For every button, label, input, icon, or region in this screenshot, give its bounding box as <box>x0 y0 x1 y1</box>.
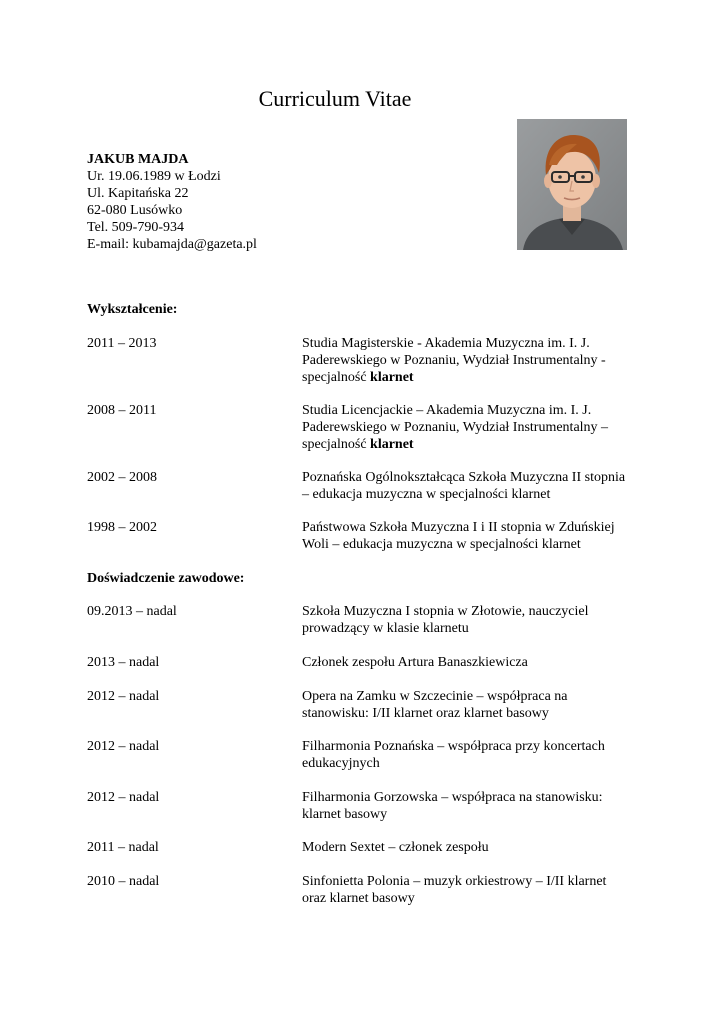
birth-info: Ur. 19.06.1989 w Łodzi <box>87 169 221 184</box>
education-date: 1998 – 2002 <box>87 520 157 535</box>
education-description: Poznańska Ogólnokształcąca Szkoła Muzyczna II stopnia – edukacja muzyczna w specjalności klarnet <box>302 470 626 502</box>
education-specialty: klarnet <box>370 437 414 452</box>
education-date: 2008 – 2011 <box>87 403 157 418</box>
education-description <box>302 335 632 386</box>
email-address: E-mail: kubamajda@gazeta.pl <box>87 237 257 252</box>
personal-info <box>87 151 467 253</box>
experience-description: Modern Sextet – członek zespołu <box>302 840 489 855</box>
experience-description: Opera na Zamku w Szczecinie – współpraca na stanowisku: I/II klarnet oraz klarnet basowy <box>302 689 568 721</box>
experience-date: 2011 – nadal <box>87 840 159 855</box>
experience-description: Filharmonia Gorzowska – współpraca na stanowisku: klarnet basowy <box>302 790 603 822</box>
education-heading: Wykształcenie: <box>87 302 178 317</box>
experience-date: 2013 – nadal <box>87 655 160 670</box>
experience-description: Szkoła Muzyczna I stopnia w Złotowie, nauczyciel prowadzący w klasie klarnetu <box>302 604 589 636</box>
education-date: 2011 – 2013 <box>87 336 157 351</box>
education-text: Studia Magisterskie - Akademia Muzyczna im. I. J. Paderewskiego w Poznaniu, Wydział Instrumentalny - specjalność <box>302 336 606 385</box>
experience-description: Filharmonia Poznańska – współpraca przy koncertach edukacyjnych <box>302 739 605 771</box>
experience-description: Członek zespołu Artura Banaszkiewicza <box>302 655 528 670</box>
experience-description: Sinfonietta Polonia – muzyk orkiestrowy – I/II klarnet oraz klarnet basowy <box>302 874 607 906</box>
street-address: Ul. Kapitańska 22 <box>87 186 189 201</box>
portrait-photo <box>517 119 627 250</box>
experience-date: 09.2013 – nadal <box>87 604 177 619</box>
portrait-illustration <box>517 119 627 250</box>
person-name: JAKUB MAJDA <box>87 152 189 167</box>
education-description: Państwowa Szkoła Muzyczna I i II stopnia w Zduńskiej Woli – edukacja muzyczna w specjalności klarnet <box>302 520 615 552</box>
experience-date: 2012 – nadal <box>87 689 160 704</box>
experience-date: 2012 – nadal <box>87 739 160 754</box>
document-title: Curriculum Vitae <box>258 86 412 111</box>
education-text: Studia Licencjackie – Akademia Muzyczna im. I. J. Paderewskiego w Poznaniu, Wydział Instrumentalny – specjalność <box>302 403 609 452</box>
experience-date: 2012 – nadal <box>87 790 160 805</box>
experience-date: 2010 – nadal <box>87 874 160 889</box>
experience-heading: Doświadczenie zawodowe: <box>87 571 245 586</box>
postal-city: 62-080 Lusówko <box>87 203 183 218</box>
education-description <box>302 402 632 453</box>
education-date: 2002 – 2008 <box>87 470 157 485</box>
phone-number: Tel. 509-790-934 <box>87 220 185 235</box>
education-specialty: klarnet <box>370 370 414 385</box>
